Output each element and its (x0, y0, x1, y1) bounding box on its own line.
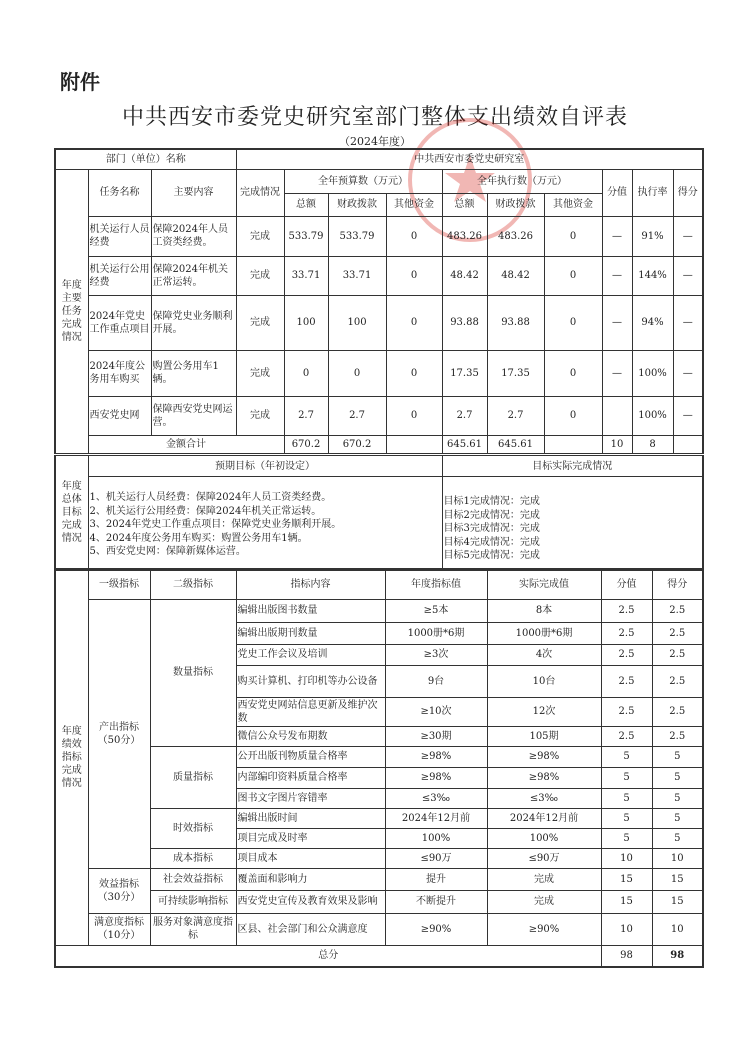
task-b-total: 2.7 (284, 396, 328, 435)
level2-indicator: 服务对象满意度指标 (150, 913, 236, 945)
task-e-fiscal: 48.42 (487, 256, 544, 295)
indicator-value: 2.5 (601, 644, 652, 665)
task-header-row (55, 169, 703, 193)
total-e-other (544, 435, 602, 453)
task-status: 完成 (236, 216, 284, 256)
task-e-total: 93.88 (442, 295, 487, 350)
task-name: 机关运行人员经费 (88, 216, 151, 256)
task-b-fiscal: 33.71 (328, 256, 386, 295)
task-b-other: 0 (386, 350, 442, 396)
indicator-target: 100% (385, 828, 487, 848)
indicator-actual: ≤90万 (487, 848, 601, 868)
task-b-other: 0 (386, 396, 442, 435)
indicator-value: 2.5 (601, 697, 652, 726)
col-score: 得分 (673, 169, 703, 216)
indicator-score: 2.5 (652, 697, 703, 726)
task-score: — (673, 256, 703, 295)
col-b-other: 其他资金 (386, 193, 442, 216)
indicator-content: 图书文字图片容错率 (236, 788, 385, 808)
task-value: — (602, 256, 632, 295)
task-e-other: 0 (544, 256, 602, 295)
level1-indicator: 满意度指标（10分） (88, 913, 150, 945)
indicator-score: 2.5 (652, 599, 703, 622)
col-exec: 全年执行数（万元） (442, 169, 602, 193)
indicator-target: ≥90% (385, 913, 487, 945)
col-budget: 全年预算数（万元） (284, 169, 442, 193)
dept-value: 中共西安市委党史研究室 (236, 149, 703, 169)
task-row (55, 295, 703, 350)
col-score-value: 分值 (602, 169, 632, 216)
indicator-value: 10 (601, 913, 652, 945)
task-name: 西安党史网 (88, 396, 151, 435)
indicator-score: 5 (652, 767, 703, 788)
indicator-col-header: 得分 (652, 570, 703, 599)
indicator-score: 10 (652, 913, 703, 945)
indicator-content: 覆盖面和影响力 (236, 868, 385, 890)
indicator-row (55, 848, 703, 868)
total-b-fiscal: 670.2 (328, 435, 386, 453)
indicator-value: 15 (601, 890, 652, 913)
task-rate: 144% (632, 256, 673, 295)
indicator-target: ≤3‰ (385, 788, 487, 808)
indicator-content: 内部编印资料质量合格率 (236, 767, 385, 788)
indicator-content: 购买计算机、打印机等办公设备 (236, 665, 385, 697)
actual-goals (442, 477, 703, 569)
task-e-fiscal: 2.7 (487, 396, 544, 435)
task-rate: 94% (632, 295, 673, 350)
indicator-value: 5 (601, 788, 652, 808)
indicator-score: 2.5 (652, 665, 703, 697)
task-b-fiscal: 533.79 (328, 216, 386, 256)
task-b-fiscal: 2.7 (328, 396, 386, 435)
task-content: 保障2024年机关正常运转。 (151, 256, 236, 295)
indicator-value: 5 (601, 746, 652, 767)
indicator-content: 西安党史网站信息更新及维护次数 (236, 697, 385, 726)
indicator-content: 编辑出版时间 (236, 808, 385, 828)
task-content: 保障党史业务顺利开展。 (151, 295, 236, 350)
indicator-col-header: 年度指标值 (385, 570, 487, 599)
task-row (55, 350, 703, 396)
indicator-value: 10 (601, 848, 652, 868)
indicator-col-header: 指标内容 (236, 570, 385, 599)
task-b-total: 100 (284, 295, 328, 350)
task-status: 完成 (236, 295, 284, 350)
task-status: 完成 (236, 256, 284, 295)
expected-goal-item: 4、2024年度公务用车购买：购置公务用车1辆。 (89, 532, 308, 544)
indicator-actual: 10台 (487, 665, 601, 697)
indicator-value: 2.5 (601, 622, 652, 644)
task-name: 2024年度公务用车购买 (88, 350, 151, 396)
actual-header: 目标实际完成情况 (442, 456, 703, 477)
indicator-content: 项目完成及时率 (236, 828, 385, 848)
indicator-total-row (55, 945, 703, 967)
col-b-total: 总额 (284, 193, 328, 216)
page-title: 中共西安市委党史研究室部门整体支出绩效自评表 (121, 105, 628, 130)
col-e-other: 其他资金 (544, 193, 602, 216)
task-e-other: 0 (544, 216, 602, 256)
goals-section-label: 年度总体目标完成情况 (55, 456, 88, 569)
year-subtitle: （2024年度） (339, 135, 411, 148)
col-content: 主要内容 (151, 169, 236, 216)
indicator-score: 5 (652, 788, 703, 808)
task-value: — (602, 350, 632, 396)
indicator-header-row (55, 570, 703, 599)
level1-indicator: 效益指标（30分） (88, 868, 150, 913)
indicator-target: 1000册*6期 (385, 622, 487, 644)
indicator-actual: 4次 (487, 644, 601, 665)
indicator-score: 2.5 (652, 622, 703, 644)
grand-total-score: 98 (652, 945, 703, 967)
indicator-section-label: 年度绩效指标完成情况 (55, 570, 88, 945)
indicator-target: ≥3次 (385, 644, 487, 665)
task-e-total: 2.7 (442, 396, 487, 435)
indicator-content: 编辑出版期刊数量 (236, 622, 385, 644)
task-name: 机关运行公用经费 (88, 256, 151, 295)
expected-goal-item: 1、机关运行人员经费：保障2024年人员工资类经费。 (89, 492, 332, 503)
indicator-target: 2024年12月前 (385, 808, 487, 828)
indicator-score: 5 (652, 828, 703, 848)
task-b-fiscal: 0 (328, 350, 386, 396)
task-table (54, 148, 704, 454)
indicator-row (55, 808, 703, 828)
indicator-actual: ≥90% (487, 913, 601, 945)
actual-goal-item: 目标3完成情况：完成 (443, 523, 540, 534)
indicator-actual: ≤3‰ (487, 788, 601, 808)
indicator-target: ≥10次 (385, 697, 487, 726)
task-status: 完成 (236, 350, 284, 396)
task-b-total: 0 (284, 350, 328, 396)
indicator-col-header: 分值 (601, 570, 652, 599)
indicator-target: ≥98% (385, 767, 487, 788)
task-e-other: 0 (544, 396, 602, 435)
indicator-score: 5 (652, 746, 703, 767)
task-total-row (55, 435, 703, 453)
indicator-score: 5 (652, 808, 703, 828)
total-score (673, 435, 703, 453)
actual-goal-item: 目标2完成情况：完成 (443, 509, 540, 521)
task-score: — (673, 350, 703, 396)
task-e-fiscal: 17.35 (487, 350, 544, 396)
dept-label: 部门（单位）名称 (55, 149, 236, 169)
indicator-row (55, 868, 703, 890)
actual-goal-item: 目标5完成情况：完成 (443, 550, 540, 561)
level1-indicator: 产出指标（50分） (88, 599, 150, 868)
task-row (55, 256, 703, 295)
task-e-fiscal: 93.88 (487, 295, 544, 350)
level2-indicator: 时效指标 (150, 808, 236, 848)
indicator-target: 不断提升 (385, 890, 487, 913)
indicator-col-header: 一级指标 (88, 570, 150, 599)
actual-goal-item: 目标4完成情况：完成 (443, 536, 540, 548)
indicator-value: 5 (601, 767, 652, 788)
indicator-actual: 12次 (487, 697, 601, 726)
total-b-total: 670.2 (284, 435, 328, 453)
task-row (55, 216, 703, 256)
indicator-score: 10 (652, 848, 703, 868)
indicator-score: 2.5 (652, 726, 703, 746)
indicator-actual: 105期 (487, 726, 601, 746)
task-b-other: 0 (386, 256, 442, 295)
indicator-value: 2.5 (601, 599, 652, 622)
indicator-row (55, 913, 703, 945)
indicator-score: 15 (652, 890, 703, 913)
col-b-fiscal: 财政拨款 (328, 193, 386, 216)
task-e-total: 17.35 (442, 350, 487, 396)
task-b-other: 0 (386, 295, 442, 350)
expected-goal-item: 2、机关运行公用经费：保障2024年机关正常运转。 (89, 505, 322, 517)
indicator-target: 9台 (385, 665, 487, 697)
indicator-actual: 1000册*6期 (487, 622, 601, 644)
task-b-other: 0 (386, 216, 442, 256)
grand-total-value: 98 (601, 945, 652, 967)
total-e-fiscal: 645.61 (487, 435, 544, 453)
indicator-value: 2.5 (601, 726, 652, 746)
dept-row (55, 149, 703, 169)
col-status: 完成情况 (236, 169, 284, 216)
task-b-total: 33.71 (284, 256, 328, 295)
indicator-value: 5 (601, 808, 652, 828)
indicator-content: 公开出版刊物质量合格率 (236, 746, 385, 767)
indicator-actual: 100% (487, 828, 601, 848)
total-e-total: 645.61 (442, 435, 487, 453)
task-e-total: 48.42 (442, 256, 487, 295)
task-content: 保障西安党史网运营。 (151, 396, 236, 435)
task-score: — (673, 216, 703, 256)
indicator-target: ≤90万 (385, 848, 487, 868)
indicator-row (55, 599, 703, 622)
indicator-content: 项目成本 (236, 848, 385, 868)
col-e-fiscal: 财政拨款 (487, 193, 544, 216)
indicator-content: 编辑出版图书数量 (236, 599, 385, 622)
task-rate: 100% (632, 350, 673, 396)
total-value: 10 (602, 435, 632, 453)
indicator-col-header: 实际完成值 (487, 570, 601, 599)
indicator-actual: 完成 (487, 868, 601, 890)
level2-indicator: 质量指标 (150, 746, 236, 808)
indicator-content: 区县、社会部门和公众满意度 (236, 913, 385, 945)
expected-goal-item: 5、西安党史网：保障新媒体运营。 (89, 546, 246, 557)
indicator-actual: ≥98% (487, 746, 601, 767)
task-value: — (602, 216, 632, 256)
task-score: — (673, 295, 703, 350)
task-b-total: 533.79 (284, 216, 328, 256)
task-row (55, 396, 703, 435)
level2-indicator: 数量指标 (150, 599, 236, 746)
indicator-actual: ≥98% (487, 767, 601, 788)
task-rate: 100% (632, 396, 673, 435)
task-rate: 91% (632, 216, 673, 256)
total-rate: 8 (632, 435, 673, 453)
indicator-target: 提升 (385, 868, 487, 890)
task-content: 保障2024年人员工资类经费。 (151, 216, 236, 256)
grand-total-label: 总分 (55, 945, 601, 967)
indicator-content: 微信公众号发布期数 (236, 726, 385, 746)
task-score: — (673, 396, 703, 435)
task-e-fiscal: 483.26 (487, 216, 544, 256)
indicator-content: 党史工作会议及培训 (236, 644, 385, 665)
goals-table (54, 455, 704, 569)
col-task-name: 任务名称 (88, 169, 151, 216)
indicator-actual: 2024年12月前 (487, 808, 601, 828)
total-b-other (386, 435, 442, 453)
col-rate: 执行率 (632, 169, 673, 216)
indicator-score: 15 (652, 868, 703, 890)
indicator-actual: 完成 (487, 890, 601, 913)
expected-header: 预期目标（年初设定） (88, 456, 442, 477)
indicator-value: 2.5 (601, 665, 652, 697)
col-e-total: 总额 (442, 193, 487, 216)
task-e-other: 0 (544, 350, 602, 396)
task-value: — (602, 295, 632, 350)
total-label: 金额合计 (88, 435, 284, 453)
indicator-table (54, 569, 704, 968)
actual-goal-item: 目标1完成情况：完成 (443, 496, 540, 507)
task-name: 2024年党史工作重点项目 (88, 295, 151, 350)
indicator-col-header: 二级指标 (150, 570, 236, 599)
indicator-row (55, 746, 703, 767)
expected-goals (88, 477, 442, 569)
task-status: 完成 (236, 396, 284, 435)
indicator-content: 西安党史宣传及教育效果及影响 (236, 890, 385, 913)
task-value (602, 396, 632, 435)
attachment-label: 附件 (60, 70, 100, 94)
task-e-total: 483.26 (442, 216, 487, 256)
indicator-target: ≥98% (385, 746, 487, 767)
indicator-target: ≥5本 (385, 599, 487, 622)
task-content: 购置公务用车1辆。 (151, 350, 236, 396)
indicator-target: ≥30期 (385, 726, 487, 746)
level2-indicator: 社会效益指标 (150, 868, 236, 890)
task-e-other: 0 (544, 295, 602, 350)
level2-indicator: 可持续影响指标 (150, 890, 236, 913)
indicator-score: 2.5 (652, 644, 703, 665)
indicator-actual: 8本 (487, 599, 601, 622)
task-b-fiscal: 100 (328, 295, 386, 350)
indicator-value: 15 (601, 868, 652, 890)
task-section-label: 年度主要任务完成情况 (55, 169, 88, 453)
level2-indicator: 成本指标 (150, 848, 236, 868)
indicator-value: 5 (601, 828, 652, 848)
indicator-row (55, 890, 703, 913)
expected-goal-item: 3、2024年党史工作重点项目：保障党史业务顺利开展。 (89, 519, 342, 530)
